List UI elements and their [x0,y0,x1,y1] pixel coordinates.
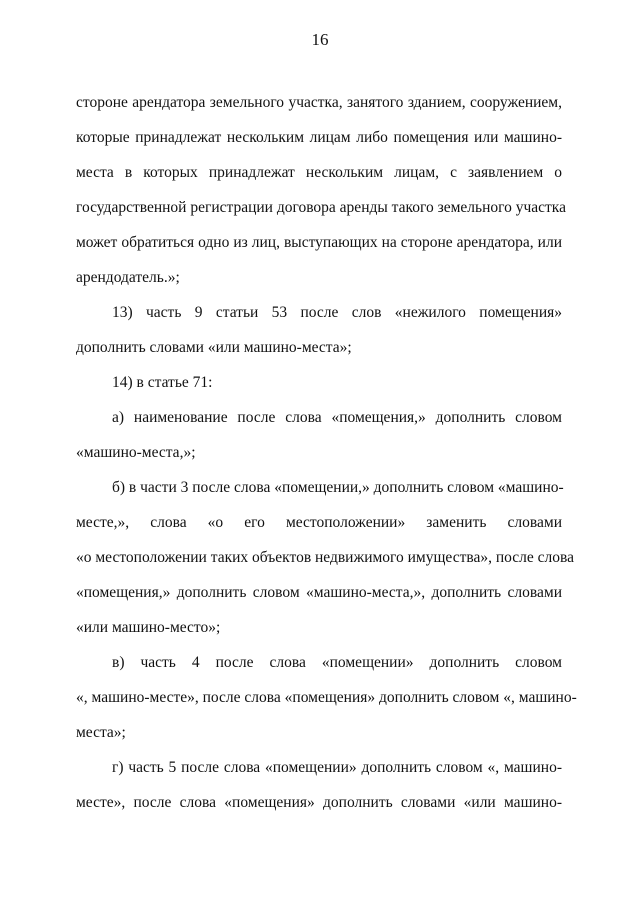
paragraph-subitem-a [76,400,562,470]
paragraph-subitem-v [76,645,577,750]
paragraph-continuation [76,85,566,295]
text-line: месте,», слова «о его местоположении» заменить словами [76,514,562,531]
text-line: стороне арендатора земельного участка, занятого зданием, сооружением, [76,94,562,111]
paragraph-subitem-g [76,750,562,820]
text-line: «о местоположении таких объектов недвижимого имущества», после слова [76,549,574,566]
text-line: которые принадлежат нескольким лицам либо помещения или машино- [76,129,562,146]
text-line: «машино-места,»; [76,444,196,461]
text-line: «, машино-месте», после слова «помещения» дополнить словом «, машино- [76,689,577,706]
text-line: 13) часть 9 статьи 53 после слов «нежилого помещения» [112,304,562,321]
text-line: в) часть 4 после слова «помещении» дополнить словом [112,654,562,671]
text-line: места»; [76,724,126,741]
document-body [76,85,577,820]
text-line: месте», после слова «помещения» дополнить словами «или машино- [76,794,562,811]
text-line: б) в части 3 после слова «помещении,» дополнить словом «машино- [112,479,564,496]
paragraph-item-14 [76,365,562,400]
text-line: 14) в статье 71: [112,374,213,391]
paragraph-item-13 [76,295,562,365]
text-line: «помещения,» дополнить словом «машино-места,», дополнить словами [76,584,562,601]
text-line: г) часть 5 после слова «помещении» дополнить словом «, машино- [112,759,562,776]
text-line: дополнить словами «или машино-места»; [76,339,352,356]
text-line: арендодатель.»; [76,269,180,286]
text-line: места в которых принадлежат нескольким лицам, с заявлением о [76,164,562,181]
paragraph-subitem-b [76,470,574,645]
page-number: 16 [311,30,329,49]
text-line: «или машино-место»; [76,619,221,636]
text-line: может обратиться одно из лиц, выступающих на стороне арендатора, или [76,234,562,251]
text-line: а) наименование после слова «помещения,» дополнить словом [112,409,562,426]
text-line: государственной регистрации договора аренды такого земельного участка [76,199,566,216]
